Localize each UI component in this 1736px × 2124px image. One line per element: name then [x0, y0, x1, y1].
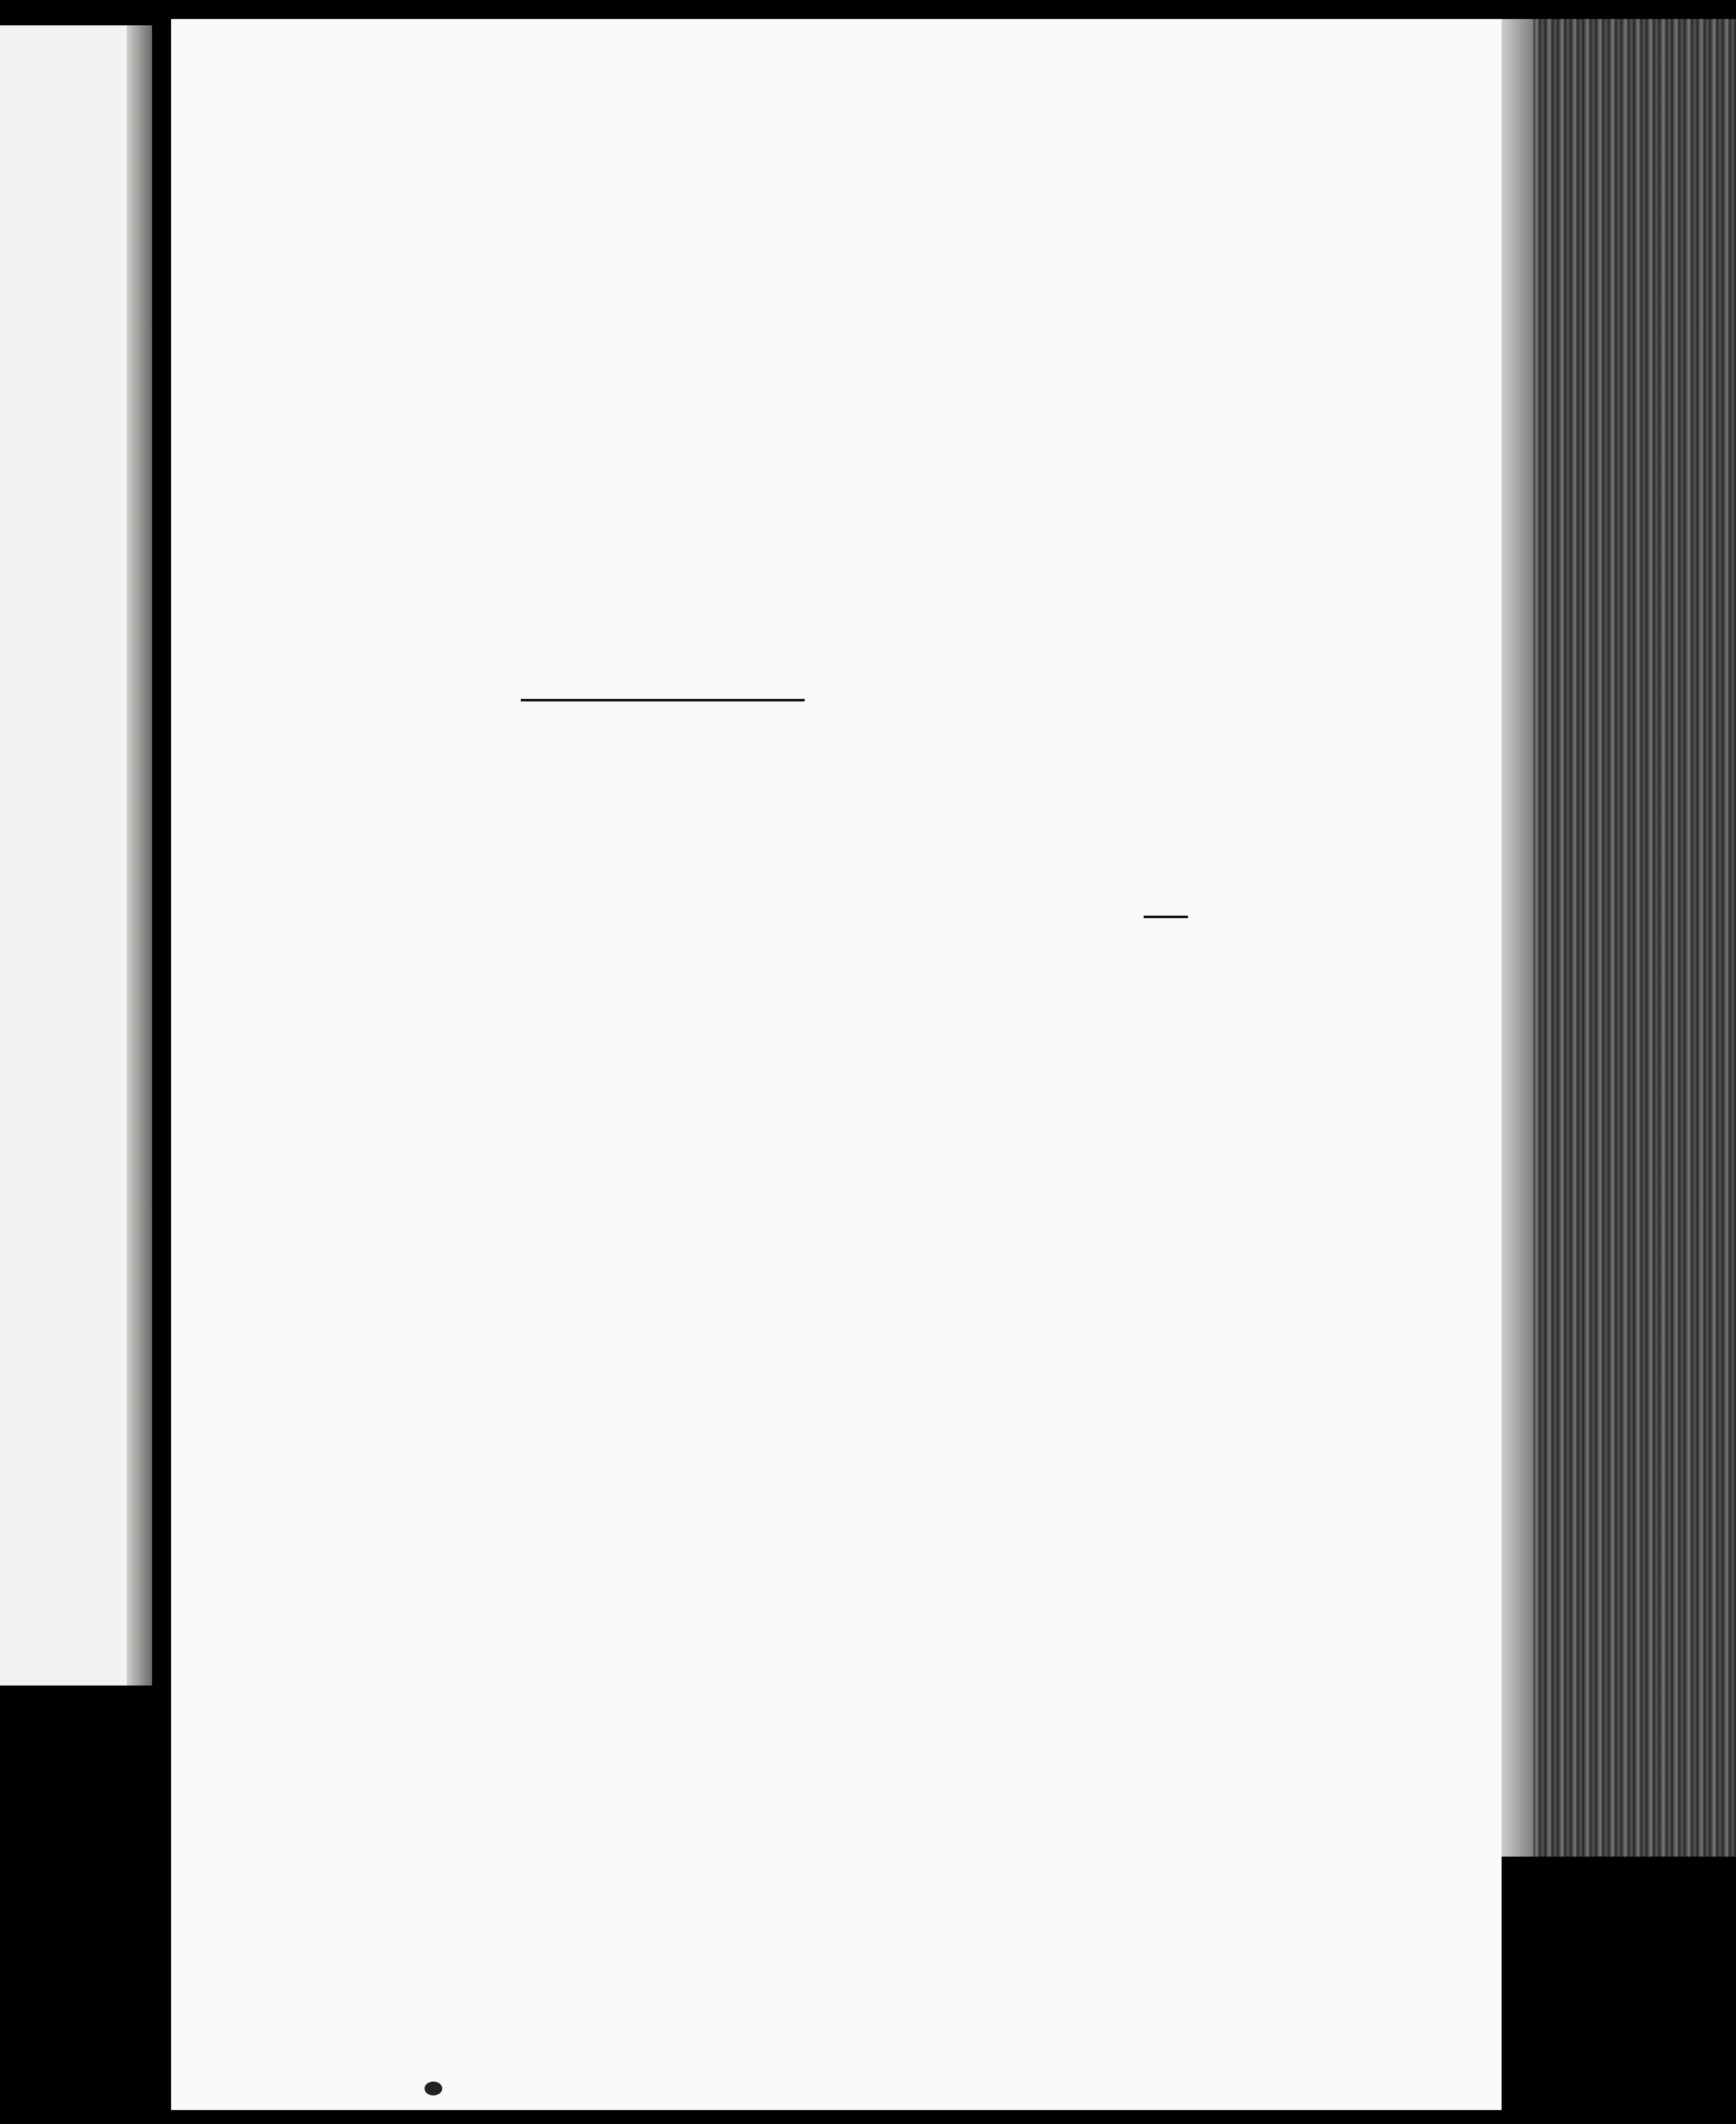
act-margin-dash: [1144, 916, 1188, 918]
previous-page-edge: [0, 25, 152, 1686]
document-page: [171, 19, 1502, 2110]
book-page-edges: [1495, 19, 1736, 1857]
ink-speck: [424, 2082, 442, 2095]
page-gutter-shadow: [127, 25, 152, 1686]
section-divider: [521, 699, 805, 701]
